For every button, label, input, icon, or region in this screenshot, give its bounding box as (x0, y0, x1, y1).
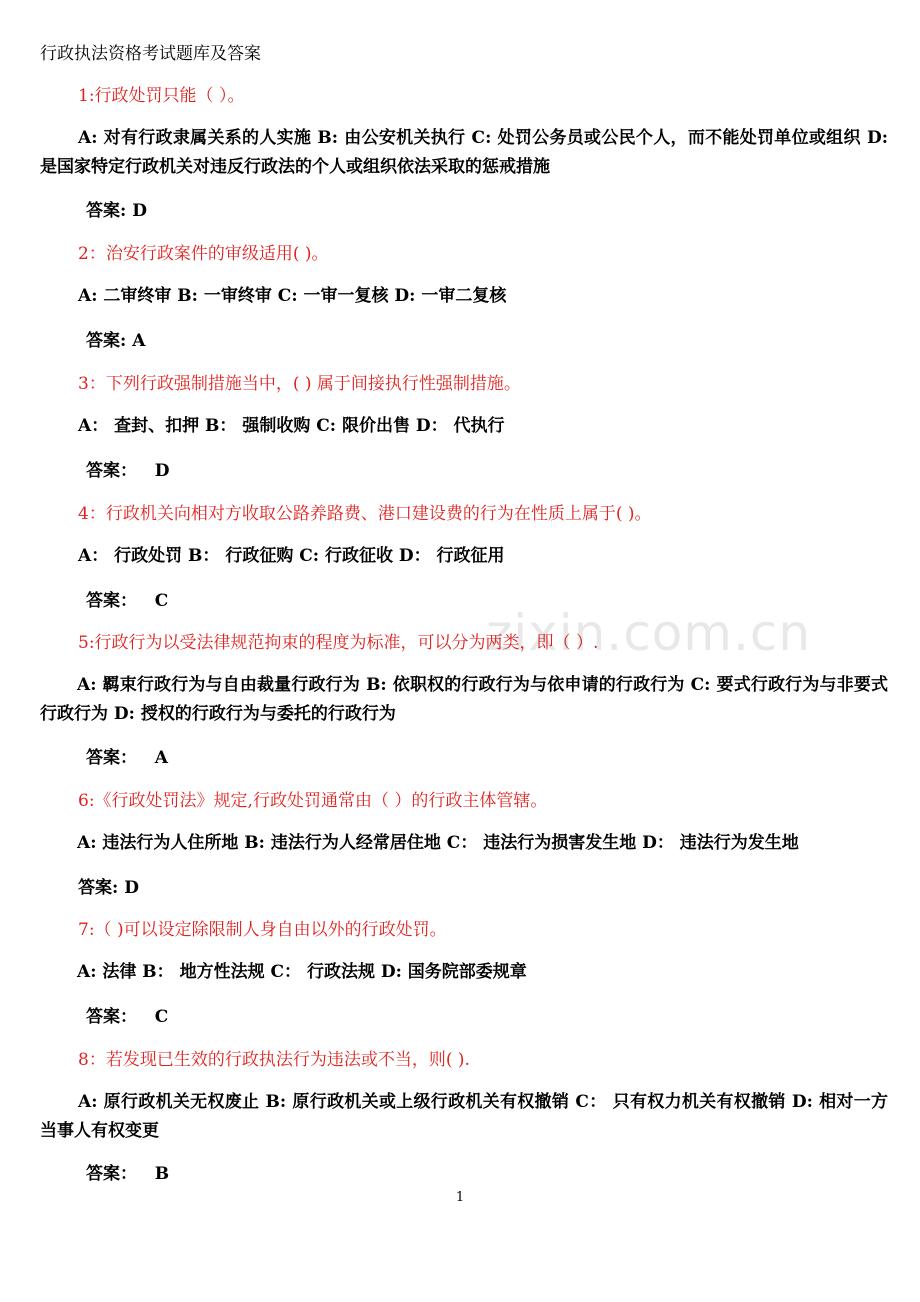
question-8-answer: 答案： B (86, 1164, 170, 1184)
question-6-options: A: 违法行为人住所地 B: 违法行为人经常居住地 C： 违法行为损害发生地 D： 违法行为发生地 (77, 833, 799, 853)
question-2-options: A: 二审终审 B: 一审终审 C: 一审一复核 D: 一审二复核 (78, 286, 507, 306)
question-5-answer: 答案： A (86, 748, 168, 768)
question-5-options: A: 羁束行政行为与自由裁量行政行为 B: 依职权的行政行为与依申请的行政行为 C: 要式行政行为与非要式行政行为 D: 授权的行政行为与委托的行政行为 (40, 675, 888, 724)
question-3-options: A： 查封、扣押 B： 强制收购 C: 限价出售 D： 代执行 (78, 416, 505, 436)
question-7-options: A: 法律 B： 地方性法规 C： 行政法规 D: 国务院部委规章 (77, 962, 527, 982)
question-4-answer: 答案： C (86, 591, 169, 611)
question-2-answer: 答案: A (86, 331, 146, 351)
question-6-answer: 答案: D (78, 878, 139, 898)
question-1-stem: 1:行政处罚只能（ ）。 (78, 86, 245, 106)
question-4-options: A： 行政处罚 B： 行政征购 C: 行政征收 D： 行政征用 (78, 546, 505, 566)
watermark: zixin.com.cn (486, 604, 812, 662)
question-1-options: A: 对有行政隶属关系的人实施 B: 由公安机关执行 C: 处罚公务员或公民个人，而不能处罚单位或组织 D: 是国家特定行政机关对违反行政法的个人或组织依法采取的惩戒措施 (40, 128, 888, 177)
question-1-answer: 答案: D (86, 201, 147, 221)
question-8-stem: 8：若发现已生效的行政执法行为违法或不当，则( ). (78, 1050, 470, 1070)
question-6-stem: 6:《行政处罚法》规定,行政处罚通常由（ ）的行政主体管辖。 (78, 791, 548, 811)
question-5-stem: 5:行政行为以受法律规范拘束的程度为标准，可以分为两类，即（ ）. (78, 633, 599, 653)
document-title: 行政执法资格考试题库及答案 (40, 44, 261, 64)
question-3-stem: 3：下列行政强制措施当中，( ) 属于间接执行性强制措施。 (78, 374, 521, 394)
question-7-stem: 7:（ )可以设定除限制人身自由以外的行政处罚。 (78, 920, 447, 940)
page-number: 1 (455, 1190, 465, 1205)
question-2-stem: 2：治安行政案件的审级适用( )。 (78, 244, 329, 264)
question-4-stem: 4：行政机关向相对方收取公路养路费、港口建设费的行为在性质上属于( )。 (78, 504, 652, 524)
question-8-options: A: 原行政机关无权废止 B: 原行政机关或上级行政机关有权撤销 C： 只有权力机关有权撤销 D: 相对一方当事人有权变更 (40, 1092, 888, 1141)
question-7-answer: 答案： C (86, 1007, 169, 1027)
question-3-answer: 答案： D (86, 461, 170, 481)
